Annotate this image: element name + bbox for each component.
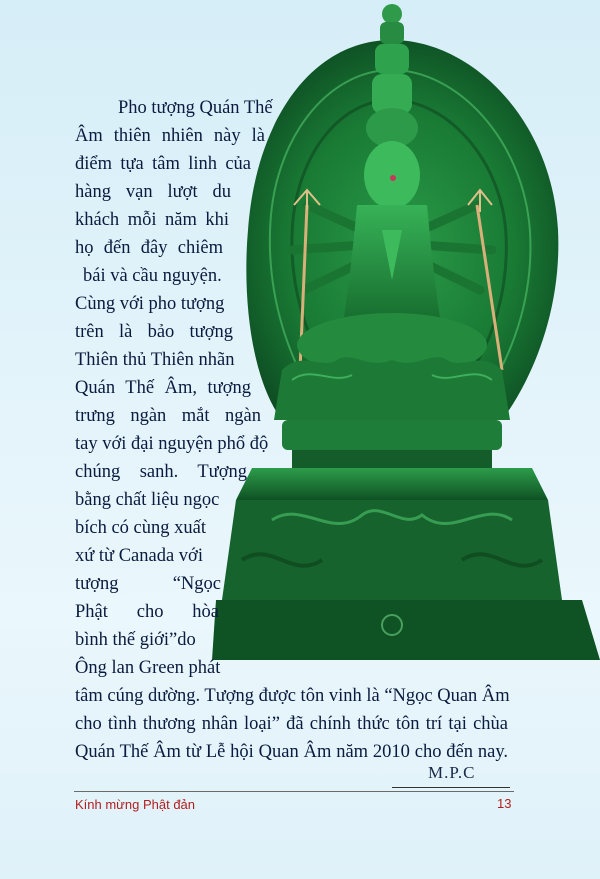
body-line: xứ từ Canada với (75, 546, 203, 566)
body-line: Quán Thế Âm, tượng (75, 378, 251, 398)
body-line: Thiên thủ Thiên nhãn (75, 350, 235, 370)
body-line: hàng vạn lượt du (75, 182, 231, 202)
body-line: cho tình thương nhân loại” đã chính thức tôn trí tại chùa (75, 714, 508, 734)
body-line: bái và cầu nguyện. (83, 266, 222, 286)
author-signature: M.P.C (428, 763, 476, 782)
body-line: Phật cho hòa (75, 602, 219, 622)
signature-underline (392, 787, 510, 788)
body-line: chúng sanh. Tượng (75, 462, 247, 482)
body-line: điểm tựa tâm linh của (75, 154, 251, 174)
body-line: Cùng với pho tượng (75, 294, 225, 314)
body-line: họ đến đây chiêm (75, 238, 223, 258)
body-line: Quán Thế Âm từ Lễ hội Quan Âm năm 2010 cho đến nay. (75, 742, 508, 762)
body-line: Pho tượng Quán Thế (118, 98, 273, 118)
body-line: bích có cùng xuất (75, 518, 206, 538)
body-line: Âm thiên nhiên này là (75, 126, 265, 146)
body-line: tay với đại nguyện phổ độ (75, 434, 269, 454)
page-number: 13 (497, 796, 512, 811)
body-line: trưng ngàn mắt ngàn (75, 406, 261, 426)
body-line: trên là bảo tượng (75, 322, 233, 342)
body-line: tượng “Ngọc (75, 574, 221, 594)
body-line: tâm cúng dường. Tượng được tôn vinh là “Ngọc Quan Âm (75, 686, 510, 706)
body-line: bằng chất liệu ngọc (75, 490, 220, 510)
body-line: Ông lan Green phát (75, 658, 221, 678)
footer-title: Kính mừng Phật đản (75, 797, 196, 812)
footer-divider (74, 791, 514, 792)
body-line: khách mỗi năm khi (75, 210, 229, 230)
body-line: bình thế giới”do (75, 630, 196, 650)
